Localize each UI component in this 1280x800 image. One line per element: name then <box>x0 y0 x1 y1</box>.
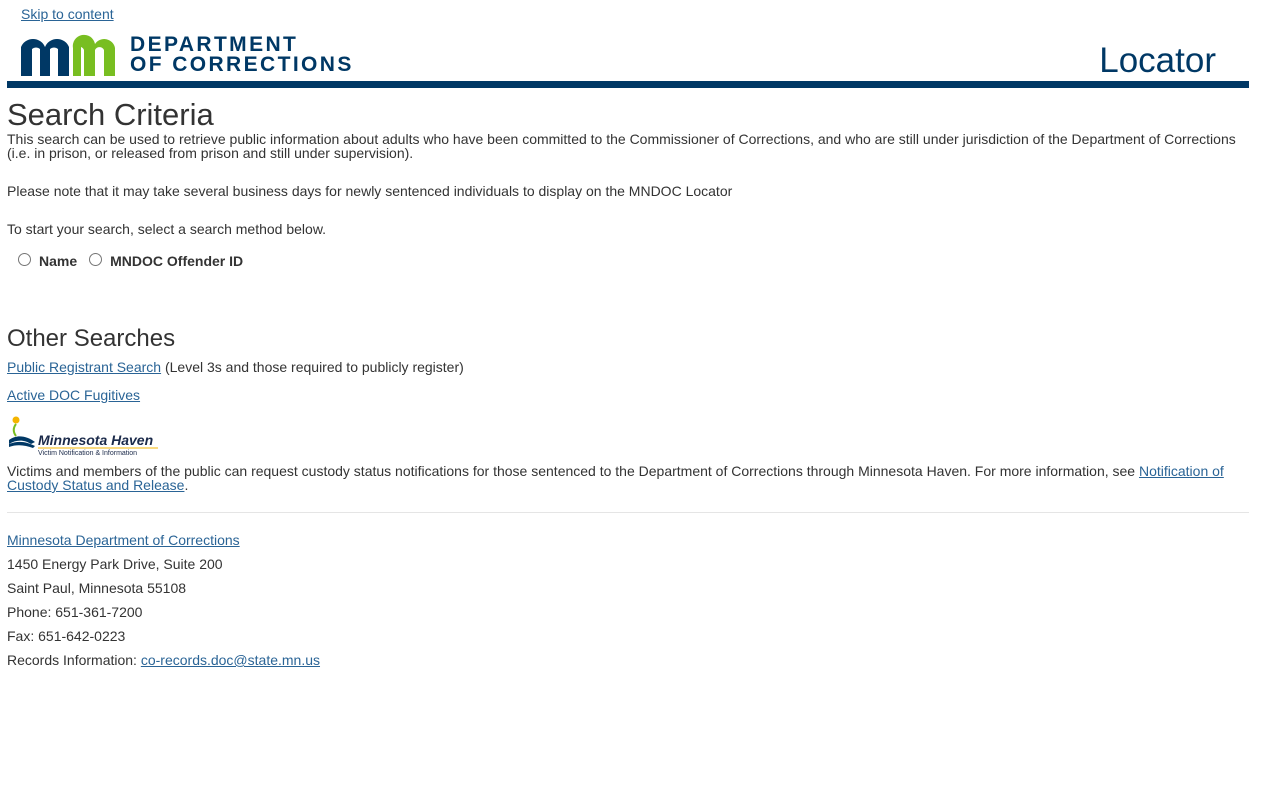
footer-fax: Fax: 651-642-0223 <box>7 628 126 644</box>
mn-doc-logo[interactable] <box>21 33 354 77</box>
name-radio-label[interactable]: Name <box>39 253 78 269</box>
other-searches-heading: Other Searches <box>7 325 176 352</box>
search-method-name-option[interactable] <box>18 253 77 269</box>
search-intro-text: This search can be used to retrieve public information about adults who have been committed to the Commissioner of Corrections, and who are still under jurisdiction of the Department of Corrections (i.e. in prison, or released from prison and still under supervision). <box>7 131 1236 161</box>
footer-records <box>7 652 1249 668</box>
notification-custody-status-link[interactable]: Notification of Custody Status and Release <box>7 463 1224 493</box>
records-email-link[interactable]: co-records.doc@state.mn.us <box>140 652 321 668</box>
page-header-title: Locator <box>1099 41 1216 80</box>
haven-text: Victims and members of the public can request custody status notifications for those sentenced to the Department of Corrections through Minnesota Haven. For more information, see <box>7 463 1139 479</box>
footer-address-1: 1450 Energy Park Drive, Suite 200 <box>7 556 223 572</box>
logo-wordmark <box>130 35 354 75</box>
haven-description <box>7 464 1249 492</box>
search-method-group <box>18 253 1249 269</box>
minnesota-haven-logo-icon <box>7 414 159 456</box>
search-note-text: Please note that it may take several business days for newly sentenced individuals to display on the MNDOC Locator <box>7 183 733 199</box>
logo-line-1: DEPARTMENT <box>130 33 299 56</box>
records-label: Records Information: <box>7 652 141 668</box>
header-divider-bar <box>7 81 1249 88</box>
public-registrant-search-link[interactable]: Public Registrant Search <box>7 359 162 375</box>
haven-logo-text: Minnesota Haven <box>38 432 154 448</box>
mn-doc-home-link[interactable]: Minnesota Department of Corrections <box>7 532 240 548</box>
haven-logo-subtext: Victim Notification & Information <box>38 450 138 456</box>
offender-id-radio-label[interactable]: MNDOC Offender ID <box>110 253 244 269</box>
offender-id-radio[interactable] <box>89 253 102 266</box>
fugitives-line <box>7 387 1249 403</box>
minnesota-haven-logo[interactable] <box>7 414 1249 456</box>
footer <box>7 532 1249 668</box>
haven-text-end: . <box>184 477 189 493</box>
main-content <box>7 98 1249 676</box>
search-instruction-text: To start your search, select a search method below. <box>7 221 327 237</box>
name-radio[interactable] <box>18 253 31 266</box>
search-method-offender-id-option[interactable] <box>89 253 243 269</box>
footer-address-2: Saint Paul, Minnesota 55108 <box>7 580 187 596</box>
skip-to-content-link[interactable]: Skip to content <box>21 6 114 22</box>
mn-logo-icon <box>21 34 115 76</box>
registrant-line <box>7 359 1249 375</box>
registrant-note: (Level 3s and those required to publicly register) <box>161 359 464 375</box>
logo-line-2: OF CORRECTIONS <box>130 53 354 76</box>
footer-org-line <box>7 532 1249 548</box>
search-criteria-heading: Search Criteria <box>7 97 214 132</box>
active-doc-fugitives-link[interactable]: Active DOC Fugitives <box>7 387 141 403</box>
footer-divider <box>7 512 1249 513</box>
footer-phone: Phone: 651-361-7200 <box>7 604 143 620</box>
